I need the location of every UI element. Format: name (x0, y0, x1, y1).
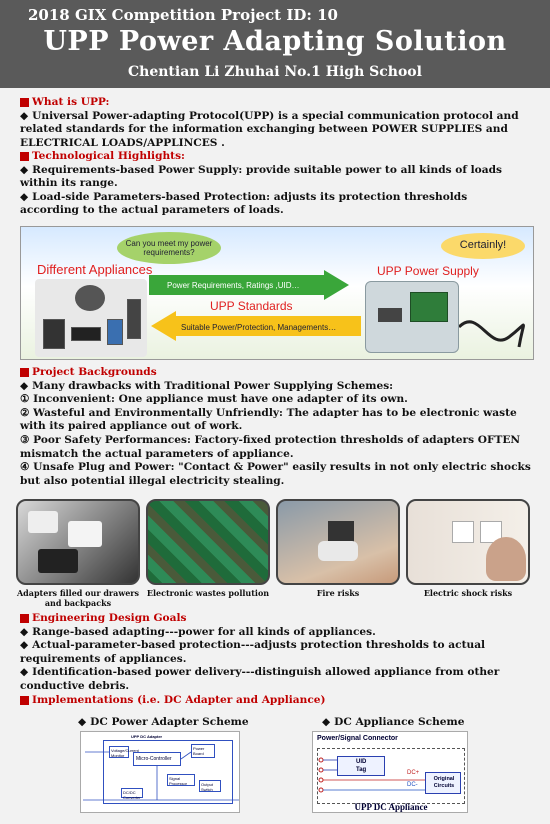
section-highlights (20, 150, 540, 218)
diagram-block: Signal Processor (167, 774, 195, 786)
body-line: ◆ Universal Power-adapting Protocol(UPP) is a special communication protocol and (20, 110, 540, 124)
appliance-scheme-diagram (312, 731, 468, 813)
appliances-label: Different Appliances (37, 262, 153, 277)
diagram-block: Output Switch (199, 780, 221, 792)
body-line: ② Wasteful and Environmentally Unfriendly: The adapter has to be electronic waste (20, 406, 517, 419)
power-cable-icon (459, 297, 529, 357)
appliances-photo (35, 279, 147, 357)
adapter-scheme-title: ◆ DC Power Adapter Scheme (78, 716, 249, 728)
response-arrow-text: Suitable Power/Protection, Managements… (181, 323, 337, 332)
power-supply-label: UPP Power Supply (377, 264, 479, 278)
body-line: ◆ Requirements-based Power Supply: provide suitable power to all kinds of loads (20, 164, 540, 178)
ewaste-photo (146, 499, 270, 585)
body-line: mismatch the actual parameters of appliance. (20, 447, 294, 460)
body-line: requirements of appliances. (20, 652, 187, 665)
body-line: ③ Poor Safety Performances: Factory-fixed protection thresholds of adapters OFTEN (20, 433, 521, 446)
body-line: ◆ Actual-parameter-based protection---adjusts protection thresholds to actual (20, 639, 540, 653)
section-title: Engineering Design Goals (32, 612, 187, 624)
request-arrow-text: Power Requirements, Ratings ,UID… (167, 281, 300, 290)
dc-minus-label: DC- (407, 782, 418, 788)
original-circuits-block: Original Circuits (425, 772, 461, 794)
section-title: What is UPP: (32, 96, 110, 108)
body-line: ◆ Range-based adapting---power for all kinds of appliances. (20, 626, 540, 640)
answer-bubble: Certainly! (441, 233, 525, 259)
uid-tag-block: UID Tag (337, 756, 385, 776)
power-supply-photo (365, 281, 459, 353)
body-line: ④ Unsafe Plug and Power: "Contact & Power" easily results in not only electric shocks (20, 461, 531, 474)
photo-caption: Electric shock risks (423, 588, 513, 598)
red-square-icon (20, 696, 29, 705)
body-line: with its paired appliance out of work. (20, 420, 243, 433)
authors: Chentian Li Zhuhai No.1 High School (128, 64, 422, 80)
diagram-block: DC/DC Converter (121, 788, 143, 798)
project-id: 2018 GIX Competition Project ID: 10 (28, 6, 338, 24)
appliance-scheme-title: ◆ DC Appliance Scheme (322, 716, 464, 728)
electric-shock-photo (406, 499, 530, 585)
section-title: Project Backgrounds (32, 366, 157, 378)
upp-concept-banner (20, 226, 534, 360)
diagram-block: Voltage/Current Monitor (111, 748, 139, 758)
section-what-is-upp (20, 96, 540, 150)
adapters-photo (16, 499, 140, 585)
section-title: Implementations (i.e. DC Adapter and Appliance) (32, 693, 326, 706)
red-square-icon (20, 98, 29, 107)
fire-risk-photo (276, 499, 400, 585)
poster-header (0, 0, 550, 88)
diagram-block: Micro-Controller (133, 752, 181, 766)
upp-standards-label: UPP Standards (210, 299, 293, 313)
diagram-block: Power Board (191, 744, 215, 758)
question-bubble: Can you meet my power requirements? (117, 232, 221, 264)
body-line: but also potential illegal electricity stealing. (20, 474, 285, 487)
red-square-icon (20, 368, 29, 377)
section-goals (20, 612, 540, 707)
appliance-caption: UPP DC Appliance (354, 802, 428, 812)
body-line: ELECTRICAL LOADS/APPLINCES . (20, 136, 225, 149)
body-line: conductive debris. (20, 679, 130, 692)
diagram-header: UPP DC Adapter (131, 734, 163, 739)
adapter-scheme-diagram (80, 731, 240, 813)
section-backgrounds (20, 366, 540, 488)
section-title: Technological Highlights: (32, 150, 185, 162)
photo-caption: Fire risks (316, 588, 360, 598)
red-square-icon (20, 614, 29, 623)
photo-caption: Electronic wastes pollution (146, 588, 270, 598)
poster-title: UPP Power Adapting Solution (43, 26, 507, 57)
body-line: ◆ Load-side Parameters-based Protection: adjusts its protection thresholds (20, 191, 540, 205)
body-line: ◆ Identification-based power delivery---distinguish allowed appliance from other (20, 666, 540, 680)
connector-label: Power/Signal Connector (317, 735, 398, 742)
dc-plus-label: DC+ (407, 770, 420, 776)
body-line: within its range. (20, 177, 118, 190)
body-line: according to the actual parameters of loads. (20, 204, 284, 217)
red-square-icon (20, 152, 29, 161)
body-line: related standards for the information exchanging between POWER SUPPLIES and (20, 123, 508, 136)
body-line: ◆ Many drawbacks with Traditional Power Supplying Schemes: (20, 380, 540, 394)
diagram-wires (81, 732, 241, 814)
photo-caption: Adapters filled our drawers and backpacks (16, 588, 140, 608)
body-line: ① Inconvenient: One appliance must have one adapter of its own. (20, 393, 408, 406)
